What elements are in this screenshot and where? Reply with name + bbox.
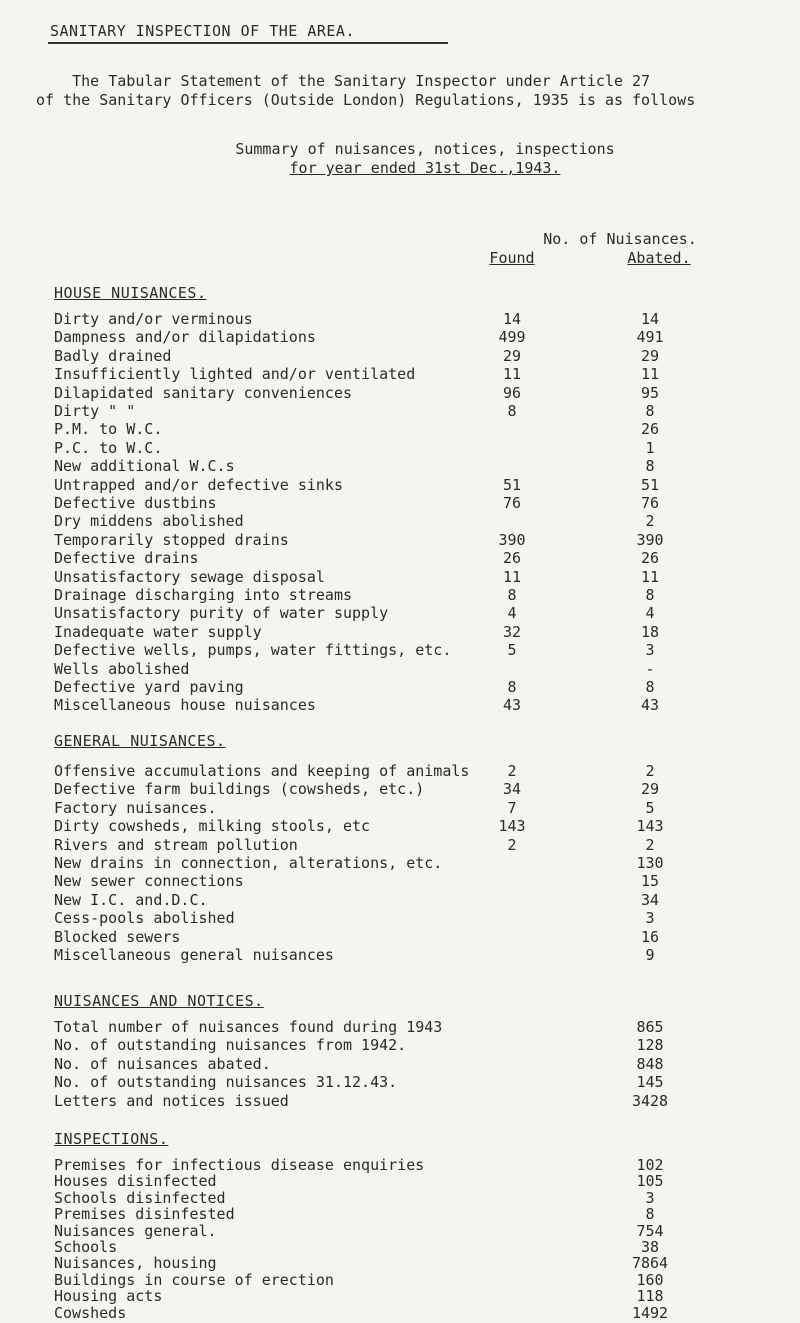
row-label: P.C. to W.C. <box>54 438 163 457</box>
row-value: 38 <box>640 1238 660 1256</box>
row-label: Nuisances, housing <box>54 1254 217 1273</box>
intro-line-2: of the Sanitary Officers (Outside London) Regulations, 1935 is as follows <box>36 91 696 109</box>
table-row <box>54 660 774 679</box>
row-value: 3428 <box>631 1091 669 1110</box>
row-label: Schools disinfected <box>54 1188 226 1207</box>
row-value: 145 <box>636 1073 664 1092</box>
abated-value: 51 <box>640 475 660 494</box>
row-value: 128 <box>636 1036 664 1055</box>
row-value: 1492 <box>631 1303 669 1322</box>
row-label: Untrapped and/or defective sinks <box>54 475 343 494</box>
abated-value: 29 <box>640 780 660 799</box>
section-title-inspections: INSPECTIONS. <box>54 1130 169 1148</box>
found-value: 4 <box>507 604 517 623</box>
abated-value: 4 <box>645 604 655 623</box>
abated-value: 34 <box>640 890 660 909</box>
row-value: 105 <box>636 1172 664 1191</box>
table-row <box>54 476 774 495</box>
row-value: 7864 <box>631 1254 669 1273</box>
row-value: 865 <box>636 1018 664 1036</box>
row-label: New sewer connections <box>54 872 244 891</box>
found-value: 390 <box>498 530 526 549</box>
abated-value: 491 <box>636 328 664 347</box>
row-label: Unsatisfactory purity of water supply <box>54 604 389 623</box>
abated-value: - <box>645 659 655 678</box>
row-label: Cowsheds <box>54 1303 127 1322</box>
summary-line-1: Summary of nuisances, notices, inspections <box>235 140 615 158</box>
abated-value: 11 <box>640 567 660 586</box>
row-label: Premises disinfested <box>54 1205 235 1224</box>
found-value: 96 <box>502 383 522 402</box>
found-value: 34 <box>502 780 522 799</box>
abated-value: 43 <box>640 696 660 715</box>
section-title-notices: NUISANCES AND NOTICES. <box>54 992 264 1010</box>
table-row <box>54 310 774 329</box>
table-row <box>54 623 774 642</box>
table-row <box>54 1055 774 1074</box>
section-title-general: GENERAL NUISANCES. <box>54 732 226 750</box>
row-label: Rivers and stream pollution <box>54 835 298 854</box>
table-row <box>54 1092 774 1111</box>
table-row <box>54 891 774 910</box>
table-row <box>54 402 774 421</box>
row-label: Miscellaneous general nuisances <box>54 946 334 964</box>
table-row <box>54 420 774 439</box>
table-row <box>54 1304 774 1323</box>
table-row <box>54 780 774 799</box>
column-header-abated <box>614 249 704 268</box>
abated-value: 8 <box>645 586 655 604</box>
abated-value: 9 <box>645 946 655 964</box>
section-title-house: HOUSE NUISANCES. <box>54 284 207 302</box>
table-row <box>54 457 774 476</box>
found-value: 8 <box>507 402 517 420</box>
header-underline <box>48 42 448 44</box>
found-value: 43 <box>502 696 522 715</box>
column-header-found <box>472 249 552 268</box>
row-label: Housing acts <box>54 1287 163 1306</box>
row-label: New I.C. and.D.C. <box>54 890 208 909</box>
row-label: Dirty " " <box>54 402 136 420</box>
table-row <box>54 1036 774 1055</box>
row-label: Insufficiently lighted and/or ventilated <box>54 365 416 384</box>
found-label: Found <box>489 249 535 267</box>
abated-value: 1 <box>645 438 655 457</box>
intro-paragraph <box>36 72 800 110</box>
abated-value: 95 <box>640 383 660 402</box>
row-label: P.M. to W.C. <box>54 420 163 439</box>
row-label: Defective drains <box>54 549 199 568</box>
row-label: No. of outstanding nuisances from 1942. <box>54 1036 407 1055</box>
page-header: SANITARY INSPECTION OF THE AREA. <box>50 22 355 40</box>
table-row <box>54 347 774 366</box>
abated-value: 8 <box>645 457 655 476</box>
found-value: 8 <box>507 678 517 696</box>
found-value: 499 <box>498 328 526 347</box>
abated-value: 11 <box>640 365 660 384</box>
table-row <box>54 928 774 947</box>
row-label: Buildings in course of erection <box>54 1270 334 1289</box>
found-value: 32 <box>502 622 522 641</box>
row-label: Offensive accumulations and keeping of animals <box>54 762 470 780</box>
abated-value: 143 <box>636 817 664 836</box>
row-label: New drains in connection, alterations, etc. <box>54 854 443 872</box>
abated-value: 130 <box>636 854 664 872</box>
table-row <box>54 836 774 855</box>
row-label: Badly drained <box>54 346 172 365</box>
abated-value: 2 <box>645 835 655 854</box>
row-label: Cess-pools abolished <box>54 909 235 928</box>
row-label: No. of outstanding nuisances 31.12.43. <box>54 1073 398 1092</box>
row-label: Letters and notices issued <box>54 1091 289 1110</box>
abated-value: 16 <box>640 927 660 946</box>
abated-value: 390 <box>636 530 664 549</box>
table-row <box>54 494 774 513</box>
row-label: Dirty and/or verminous <box>54 310 253 328</box>
abated-value: 14 <box>640 310 660 328</box>
abated-value: 76 <box>640 494 660 512</box>
abated-value: 3 <box>645 641 655 660</box>
table-row <box>54 531 774 550</box>
row-label: Dirty cowsheds, milking stools, etc <box>54 817 371 836</box>
row-label: Defective yard paving <box>54 678 244 696</box>
abated-value: 8 <box>645 678 655 696</box>
found-value: 143 <box>498 817 526 836</box>
abated-label: Abated. <box>627 249 691 267</box>
table-row <box>54 1073 774 1092</box>
table-row <box>54 854 774 873</box>
row-label: Nuisances general. <box>54 1221 217 1240</box>
row-label: Schools <box>54 1238 118 1256</box>
found-value: 11 <box>502 365 522 384</box>
table-row <box>54 439 774 458</box>
row-value: 118 <box>636 1287 664 1306</box>
row-label: Factory nuisances. <box>54 798 217 817</box>
table-row <box>54 909 774 928</box>
row-value: 102 <box>636 1156 664 1174</box>
found-value: 2 <box>507 835 517 854</box>
found-value: 2 <box>507 762 517 780</box>
table-row <box>54 1018 774 1037</box>
abated-value: 3 <box>645 909 655 928</box>
table-row <box>54 568 774 587</box>
row-value: 848 <box>636 1054 664 1073</box>
table-row <box>54 872 774 891</box>
abated-value: 18 <box>640 622 660 641</box>
table-row <box>54 799 774 818</box>
row-label: Dilapidated sanitary conveniences <box>54 383 353 402</box>
abated-value: 29 <box>640 346 660 365</box>
row-label: Defective dustbins <box>54 494 217 512</box>
abated-value: 5 <box>645 798 655 817</box>
abated-value: 2 <box>645 512 655 531</box>
table-row <box>54 641 774 660</box>
table-row <box>54 549 774 568</box>
table-row <box>54 946 774 965</box>
table-row <box>54 365 774 384</box>
table-row <box>54 586 774 605</box>
row-label: Miscellaneous house nuisances <box>54 696 316 715</box>
found-value: 29 <box>502 346 522 365</box>
found-value: 26 <box>502 549 522 568</box>
row-label: Dry middens abolished <box>54 512 244 531</box>
row-label: Wells abolished <box>54 659 190 678</box>
abated-value: 26 <box>640 420 660 439</box>
found-value: 8 <box>507 586 517 604</box>
row-label: Unsatisfactory sewage disposal <box>54 567 325 586</box>
abated-value: 8 <box>645 402 655 420</box>
table-row <box>54 762 774 781</box>
row-label: Total number of nuisances found during 1943 <box>54 1018 443 1036</box>
table-row <box>54 512 774 531</box>
row-label: Houses disinfected <box>54 1172 217 1191</box>
row-label: Dampness and/or dilapidations <box>54 328 316 347</box>
abated-value: 2 <box>645 762 655 780</box>
table-row <box>54 678 774 697</box>
table-row <box>54 604 774 623</box>
summary-heading <box>210 140 640 178</box>
row-label: Inadequate water supply <box>54 622 262 641</box>
abated-value: 15 <box>640 872 660 891</box>
row-value: 160 <box>636 1270 664 1289</box>
table-row <box>54 696 774 715</box>
row-label: Defective farm buildings (cowsheds, etc.) <box>54 780 425 799</box>
column-header-group <box>470 230 770 249</box>
row-label: No. of nuisances abated. <box>54 1054 271 1073</box>
intro-line-1: The Tabular Statement of the Sanitary Inspector under Article 27 <box>36 72 651 90</box>
found-value: 14 <box>502 310 522 328</box>
column-group-label: No. of Nuisances. <box>543 230 697 248</box>
found-value: 5 <box>507 641 517 660</box>
summary-line-2: for year ended 31st Dec.,1943. <box>289 159 561 177</box>
row-value: 3 <box>645 1188 655 1207</box>
row-value: 8 <box>645 1205 655 1224</box>
table-row <box>54 817 774 836</box>
abated-value: 26 <box>640 549 660 568</box>
row-label: Blocked sewers <box>54 927 181 946</box>
found-value: 11 <box>502 567 522 586</box>
table-row <box>54 328 774 347</box>
found-value: 51 <box>502 475 522 494</box>
row-label: Temporarily stopped drains <box>54 530 289 549</box>
row-label: Premises for infectious disease enquiries <box>54 1156 425 1174</box>
found-value: 7 <box>507 798 517 817</box>
row-label: New additional W.C.s <box>54 457 235 476</box>
row-label: Defective wells, pumps, water fittings, etc. <box>54 641 452 660</box>
row-value: 754 <box>636 1221 664 1240</box>
found-value: 76 <box>502 494 522 512</box>
row-label: Drainage discharging into streams <box>54 586 353 604</box>
table-row <box>54 384 774 403</box>
